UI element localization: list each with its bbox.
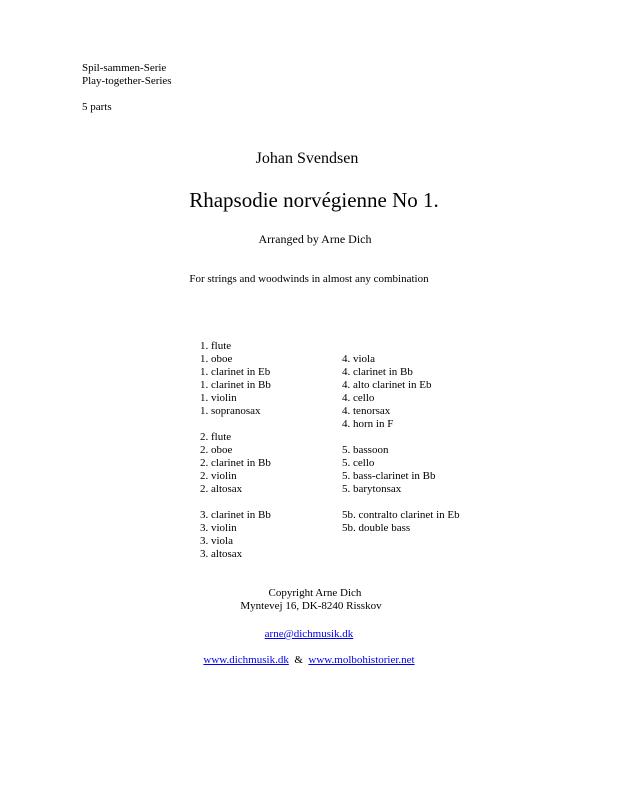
email-line [0,628,618,641]
instrument-group-5b [342,509,460,535]
list-item: 2. altosax [200,483,243,495]
list-item: 1. flute [200,340,232,352]
address-line: Myntevej 16, DK-8240 Risskov [240,600,382,612]
list-item: 4. viola [342,353,375,365]
website-link-molbohistorier[interactable]: www.molbohistorier.net [308,654,415,666]
list-item: 3. viola [200,535,233,547]
list-item: 5. barytonsax [342,483,402,495]
instrument-group-2 [200,431,271,496]
list-item: 2. clarinet in Bb [200,457,271,469]
list-item: 5. bassoon [342,444,389,456]
instrument-list-right [342,353,460,535]
list-item: 5. cello [342,457,375,469]
list-item: 5b. double bass [342,522,411,534]
website-link-dichmusik[interactable]: www.dichmusik.dk [203,654,289,666]
copyright-line: Copyright Arne Dich [268,587,362,599]
arranger-credit: Arranged by Arne Dich [258,232,372,246]
list-item: 2. violin [200,470,237,482]
series-english: Play-together-Series [82,75,172,87]
list-item: 4. alto clarinet in Eb [342,379,432,391]
instrument-list-left [200,340,271,561]
list-item: 1. violin [200,392,237,404]
series-danish: Spil-sammen-Serie [82,62,167,74]
list-item: 5b. contralto clarinet in Eb [342,509,460,521]
website-line [0,654,618,667]
list-item: 3. altosax [200,548,243,560]
instrumentation-note: For strings and woodwinds in almost any combination [189,273,429,285]
list-item: 4. horn in F [342,418,394,430]
link-separator: & [294,654,303,666]
list-item: 2. flute [200,431,232,443]
composer-name: Johan Svendsen [255,150,359,167]
list-item: 3. clarinet in Bb [200,509,271,521]
list-item: 1. clarinet in Eb [200,366,271,378]
list-item: 4. tenorsax [342,405,391,417]
instrument-group-5 [342,444,460,496]
list-item: 1. clarinet in Bb [200,379,271,391]
instrument-group-1 [200,340,271,418]
list-item: 1. oboe [200,353,233,365]
parts-count: 5 parts [82,101,112,113]
list-item: 1. sopranosax [200,405,261,417]
list-item: 5. bass-clarinet in Bb [342,470,436,482]
instrument-group-4 [342,353,460,431]
list-item: 2. oboe [200,444,233,456]
page-title: Rhapsodie norvégienne No 1. [189,188,439,212]
list-item: 4. cello [342,392,375,404]
instrument-group-3 [200,509,271,561]
list-item: 4. clarinet in Bb [342,366,413,378]
email-link[interactable]: arne@dichmusik.dk [264,628,354,640]
list-item: 3. violin [200,522,237,534]
